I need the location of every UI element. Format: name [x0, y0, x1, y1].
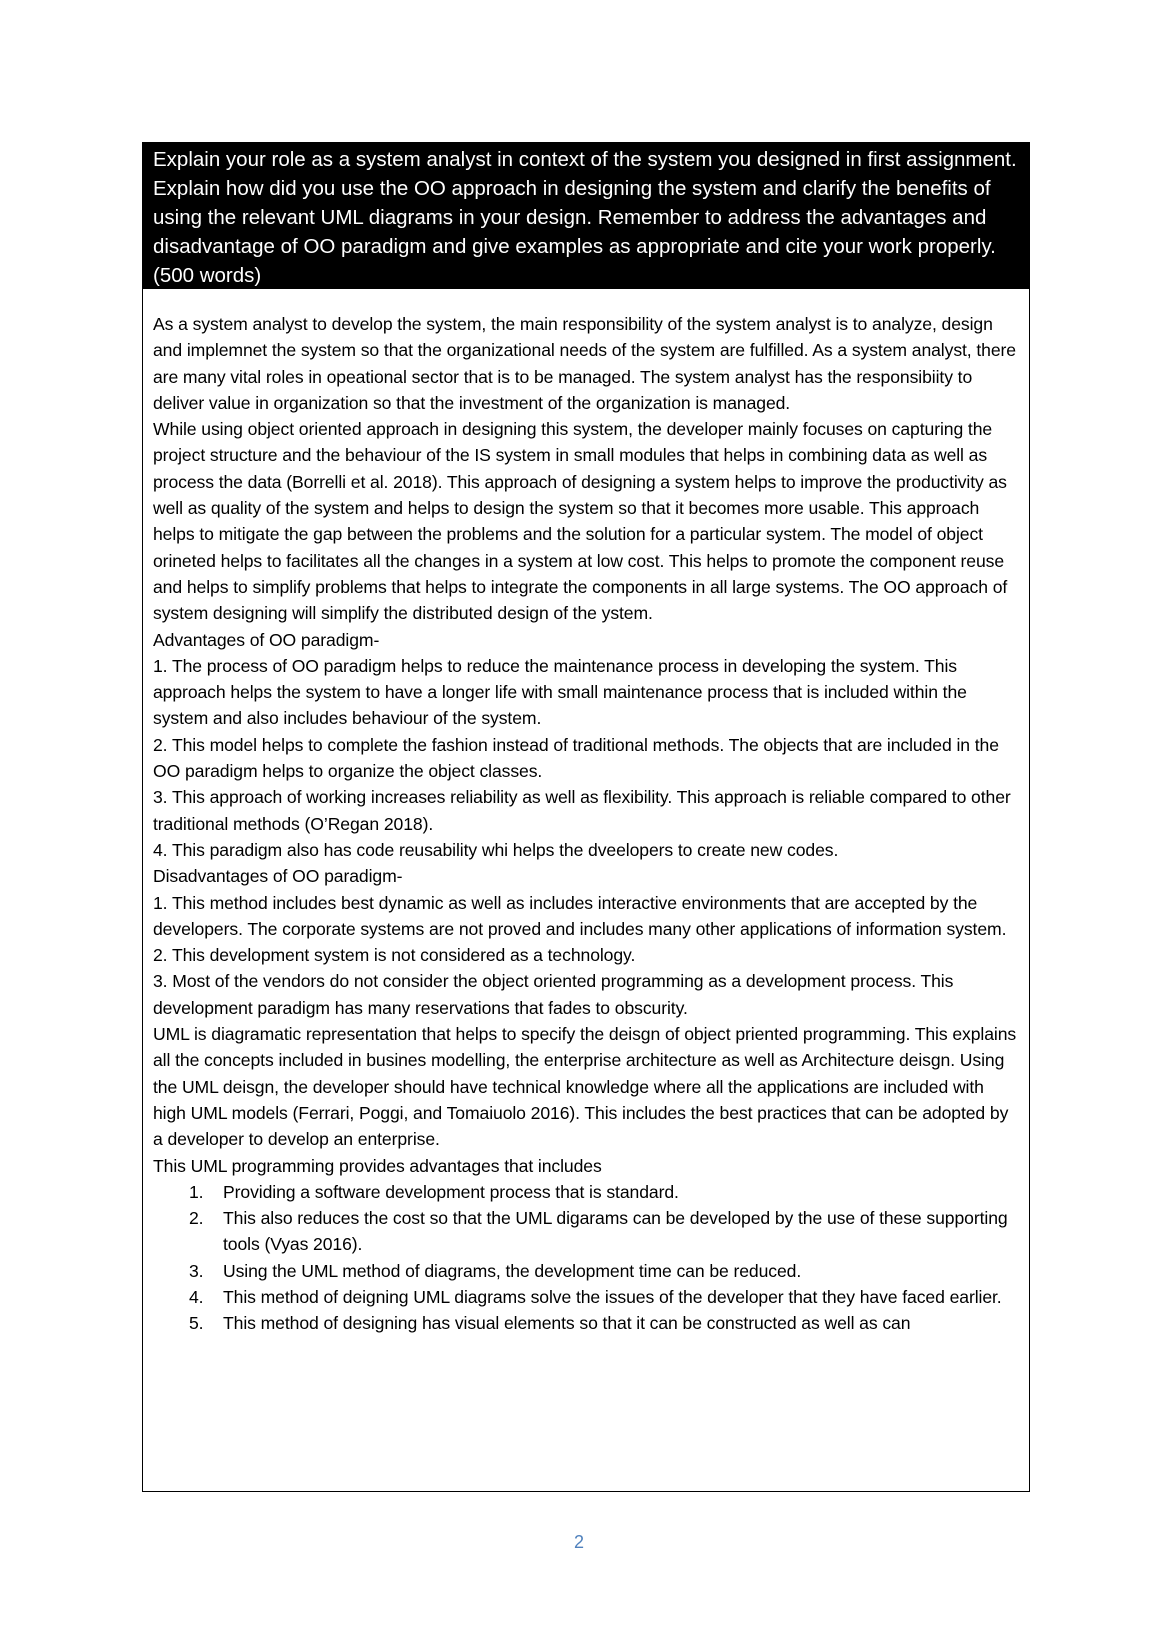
- uml-advantages-list: [153, 1179, 1019, 1337]
- list-text: This method of designing has visual elements so that it can be constructed as well as can: [223, 1313, 911, 1334]
- paragraph-role: As a system analyst to develop the system, the main responsibility of the system analyst is to analyze, design and implemnet the system so that the organizational needs of the system are fulfilled. As a system analyst, there are many vital roles in opeational sector that is to be managed. The system analyst has the responsibiity to deliver value in organization so that the investment of the organization is managed.: [153, 314, 1016, 413]
- advantage-item-3: 3. This approach of working increases reliability as well as flexibility. This approach is reliable compared to other traditional methods (O’Regan 2018).: [153, 787, 1011, 834]
- disadvantages-heading: Disadvantages of OO paradigm-: [153, 866, 403, 887]
- disadvantage-item-2: 2. This development system is not considered as a technology.: [153, 945, 636, 966]
- advantage-item-4: 4. This paradigm also has code reusability whi helps the dveelopers to create new codes.: [153, 839, 839, 860]
- page-number: 2: [573, 1532, 584, 1552]
- question-answer-table: [142, 142, 1030, 1492]
- answer-cell: [143, 289, 1029, 1337]
- list-text: This also reduces the cost so that the UML digarams can be developed by the use of these supporting tools (Vyas 2016).: [223, 1208, 1008, 1255]
- list-number: 1.: [189, 1181, 204, 1202]
- disadvantage-item-3: 3. Most of the vendors do not consider the object oriented programming as a development process. This development paradigm has many reservations that fades to obscurity.: [153, 971, 954, 1018]
- advantage-item-1: 1. The process of OO paradigm helps to reduce the maintenance process in developing the system. This approach helps the system to have a longer life with small maintenance process that is included within the system and also includes behaviour of the system.: [153, 655, 967, 729]
- list-number: 5.: [189, 1313, 204, 1334]
- paragraph-oo-approach: While using object oriented approach in designing this system, the developer mainly focuses on capturing the project structure and the behaviour of the IS system in small modules that helps in combining data as well as process the data (Borrelli et al. 2018). This approach of designing a system helps to improve the productivity as well as quality of the system and helps to design the system so that it becomes more usable. This approach helps to mitigate the gap between the problems and the solution for a particular system. The model of object orineted helps to facilitates all the changes in a system at low cost. This helps to promote the component reuse and helps to simplify problems that helps to integrate the components in all large systems. The OO approach of system designing will simplify the distributed design of the ystem.: [153, 419, 1008, 624]
- advantages-heading: Advantages of OO paradigm-: [153, 629, 380, 650]
- list-number: 3.: [189, 1260, 204, 1281]
- list-text: This method of deigning UML diagrams solve the issues of the developer that they have faced earlier.: [223, 1286, 1002, 1307]
- list-number: 4.: [189, 1286, 204, 1307]
- paragraph-uml: UML is diagramatic representation that helps to specify the deisgn of object priented programming. This explains all the concepts included in busines modelling, the enterprise architecture as well as Architecture deisgn. Using the UML deisgn, the developer should have technical knowledge where all the applications are included with high UML models (Ferrari, Poggi, and Tomaiuolo 2016). This includes the best practices that can be adopted by a developer to develop an enterprise.: [153, 1024, 1017, 1150]
- list-text: Providing a software development process that is standard.: [223, 1181, 679, 1202]
- list-item: [153, 1258, 1019, 1284]
- list-text: Using the UML method of diagrams, the development time can be reduced.: [223, 1260, 802, 1281]
- list-item: [153, 1205, 1019, 1258]
- list-item: [153, 1284, 1019, 1310]
- list-item: [153, 1179, 1019, 1205]
- advantage-item-2: 2. This model helps to complete the fashion instead of traditional methods. The objects that are included in the OO paradigm helps to organize the object classes.: [153, 734, 999, 782]
- question-cell: Explain your role as a system analyst in context of the system you designed in first assignment. Explain how did you use the OO approach in designing the system and clarify the benefits of using the relevant UML diagrams in your design. Remember to address the advantages and disadvantage of OO paradigm and give examples as appropriate and cite your work properly. (500 words): [143, 143, 1029, 289]
- list-number: 2.: [189, 1208, 204, 1229]
- list-item: [153, 1310, 1019, 1336]
- uml-advantages-intro: This UML programming provides advantages that includes: [153, 1155, 602, 1176]
- disadvantage-item-1: 1. This method includes best dynamic as well as includes interactive environments that are accepted by the developers. The corporate systems are not proved and includes many other applications of information system.: [153, 892, 1007, 939]
